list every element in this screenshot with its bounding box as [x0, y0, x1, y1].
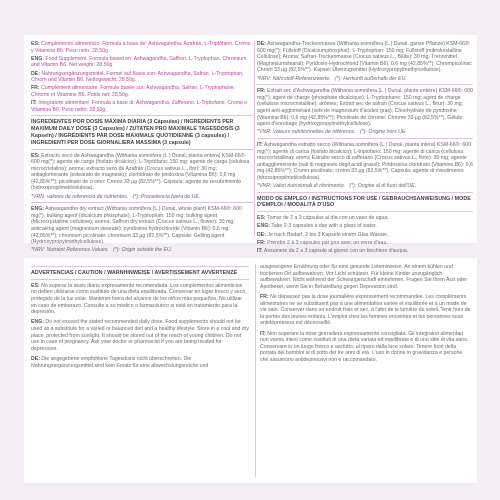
- ingredients-panel: [24, 35, 477, 254]
- warning-de: DE: Die angegebene empfohlene Tagesdosis nicht überschreiten. Die Nahrungsergänzungsmittel sind kein Ersatz für eine abwechslungsreiche und: [31, 355, 209, 369]
- warnings-left-column: [31, 258, 249, 483]
- ingredients-right-column: [257, 35, 473, 254]
- description-fr: FR: Complément alimentaire. Formule basée sur: Ashwagandha, Safran, L-Tryptophane, Chrome et Vitamine B6. Poids net: 28,50g.: [31, 85, 235, 98]
- warnings-heading: ADVERTENCIAS / CAUTION / WARNHINWEISE / AVERTISSEMENT AVVERTENZE: [31, 270, 238, 276]
- ingredients-eng-notes: *NRV: Nutrient Reference Values. (*): Origin outside the EU.: [31, 247, 173, 254]
- usage-heading: MODO DE EMPLEO / INSTRUCTIONS FOR USE / GEBRAUCHSANWEISUNG / MODE D'EMPLOI / MODALITÀ D'USO: [257, 195, 471, 209]
- ingredients-it-notes: *VNR: Valori nutrizionali di riferimento. (*): Origine al di fuori dell'UE.: [257, 183, 417, 190]
- usage-es: ES: Tomar de 2 a 3 cápsulas al día con un vaso de agua.: [257, 215, 389, 222]
- description-de: DE: Nahrungsergänzungsmittel. Formel auf Basis von: Ashwagandha, Safran, L-Tryptophan, Chrom und Vitamin B6. Nettogewicht: 28,50g.: [31, 70, 244, 84]
- ingredients-heading: INGREDIENTES POR DOSIS MÁXIMA DIARIA (3 Cápsulas) / INGREDIENTS PER MAXIMUM DAILY DOSE (3 Capsules) / ZUTATEN PRO MAXIMALE TAGESDOSIS (3 Kapseln) / INGRÉDIENTS PAR DOSE MAXIMALE QUOTIDIENNE (3 capsules) / INGREDIENTI PER DOSE GIORNALIERA MASSIMA (3 capsule): [31, 119, 240, 146]
- ingredients-de: DE: Ashwagandha-Trockenmasse (Withania somnifera (L.) Dunal, ganze Pflanze) KSM-66®: 600 mg(*); Füllstoff (Dicalciumphosphat); L-Tryptophan: 150 mg; Füllstoff (mikrokristalline Cellulose); Aroma; Safran-Trockenmasse (Crocus sativus L., Blüte): 30 mg; Trennmittel (Magnesiumstearat); Pyridoxin-Hydrochlorid (Vitamin B6): 0,6 mg (42,85%**); Chrompicolinat: Chrom 33 µg (82,5%**). Kapsel: Überzugsmittel (Hydroxypropylmethylcellulose).: [257, 41, 473, 74]
- divider: [31, 115, 253, 116]
- usage-it: IT: Assumere da 2 a 3 capsule al giorno con un bicchiere d'acqua.: [257, 248, 409, 254]
- divider: [31, 266, 249, 267]
- warnings-right-column: [260, 258, 472, 483]
- divider: [257, 138, 473, 139]
- usage-eng: ENG: Take 2-3 capsules a day with a glass of water.: [257, 223, 377, 230]
- ingredients-fr: FR: Extrait sec d'Ashwagandha (Withania somnifera (L.) Dunal, plante entière) KSM-66®: 600 mg(*); agent de charge (phosphate dicalcique); L-Tryptophane: 150 mg; agent de charge (cellulose microcristalline); arômes; Extrait sec de safran (Crocus sativus L., fleur): 30 mg; agent anti-agglomérant (sels de magnésium d'acides gras); Chlorhydrate de pyridoxine (Vitamine B6): 0,6 mg (42,85%**); Picolinate de chrome: Chrome 33 µg (82,5%**). Gélule: agent d'enrobage (hydroxypropylméthylcellulose).: [257, 88, 473, 128]
- ingredients-es-notes: *VRN: valores de referencia de nutrientes. (*): Procedencia fuera de UE.: [31, 193, 201, 200]
- usage-de: DE: Je nach Bedarf, 2 bis 3 Kapseln einem Glas Wasser.: [257, 231, 389, 238]
- divider: [31, 149, 253, 150]
- divider: [257, 192, 473, 193]
- description-es: ES: Complemento alimenticio. Fórmula a base de: Ashwagandha, Azafrán, L-Triptófano, Cromo y Vitamina B6. Peso neto: 28,50g.: [31, 41, 251, 54]
- divider: [257, 84, 473, 85]
- ingredients-fr-notes: *VNR: Valeurs nutritionnelles de référence. (*): Origine hors UE.: [257, 129, 407, 136]
- divider: [31, 279, 249, 280]
- column-divider: [254, 41, 255, 237]
- ingredients-left-column: [31, 35, 253, 254]
- ingredients-eng: ENG: Ashwagandha dry extract (Withania somnifera (L.) Dunal, whole plant) KSM-66®: 600 mg(*); bulking agent (dicalcium phosphate); L-Tryptophan: 150 mg; bulking agent (Microcrystalline cellulose); aroma; Saffron dry extract (Crocus sativus L., flower): 30 mg; anticaking agent (magnesium stearate); pyridoxine hydrochloride (Vitamin B6): 0,6 mg (42,85%**); chromium picolinate: chromium 33 µg (82,5%**). Capsule: Gelling agent (Hydroxypropylmethylcellulose).: [31, 206, 242, 246]
- warning-fr: FR: Ne dépassez pas la dose journalière expressément recommandée. Les compléments alimentaires ne se substituent pas à une alimentation variée et équilibrée et à un mode de vie sain. Conserver dans un endroit frais et sec, à l'abri de la lumière du soleil. Tenir hors de la portée des jeunes enfants. L'emploi chez les femmes enceintes et les personnes sous antidépresseur est déconseillé.: [260, 293, 471, 327]
- description-eng: ENG: Food Supplement. Formula based on: Ashwagandha, Saffron, L-Tryptophan, Chromium and Vitamin B6. Net weight: 28,50g.: [31, 55, 247, 69]
- ingredients-de-notes: *NRV: Nährstoff-Referenzwerte. (*): Herkunft außerhalb der EU.: [257, 75, 407, 82]
- warning-it: IT: Non superare la dose giornaliera espressamente consigliata. Gli integratori alimentari non vanno intesi come sostituti di una dieta variata ed equilibrata e di uno stile di vita sano. Conservare in un luogo fresco e asciutto, al riparo dalla luce solare. Tenere fuori della portata dei bambini al di sotto dei tre anni di età. L'uso in donne in gravidanza e persone che assumono antidepressivi non è raccomandato.: [260, 330, 469, 363]
- description-it: IT: Integratore alimentare. Formula a base di: Ashwagandha, Zafferano, L-Triptofano, Cromo e Vitamina B6. Peso netto: 28,50g.: [31, 100, 248, 113]
- ingredients-es: ES: Extracto seco de Ashwagandha (Withania somnifera (L.) Dunal, planta entera) KSM-66®: 600 mg(*); agente de carga (fosfato dicálcico); L-Triptófano: 150 mg; agente de carga (celulosa microcristalina); aroma; extracto seco de Azafrán (Crocus sativus L., flor): 30 mg; antiaglomerante (estearato de magnesio); clorhidrato de piridoxina (Vitamina B6): 0,6 mg (42,85%**); picolinato de cromo: Cromo 33 µg (82,5%**). Cápsula: agente de recubrimiento (hidroxipropilmetilcelulosa).: [31, 152, 250, 192]
- column-divider: [255, 264, 256, 477]
- warning-eng: ENG: Do not exceed the stated recommended daily dose. Food supplements should not be used as a substitute for a varied or balanced diet and a healthy lifestyle. Store in a cool and dry place, protected from sunlight. It should be stored out of the reach of young children. Do not use in case of pregnancy. Ask your doctor or pharmacist if you are being treated for depression.: [31, 319, 250, 352]
- divider: [31, 202, 253, 203]
- ingredients-it: IT: Ashwagandha estratto secco (Withania somnifera (L.) Dunal, pianta intera) KSM-66®: 600 mg(*); agente di carica (fosfato bicalcico); L-triptofano: 150 mg; agente di carica (cellulosa microcristallina); aromi; Estratto secco di zafferano (Crocus sativus L., fiore): 30 mg; agente antiagglomerante (sali di magnesio degli acidi grassi); Piridossina cloridrato (Vitamina B6): 0,6 mg (42,85%**); Cromo picolinato: cromo 33 µg (82,5%**). Capsula: agente di rivestimento (idrossipropilmetilcellulosa).: [257, 141, 473, 181]
- divider: [257, 211, 473, 212]
- warning-es: ES: No superar la dosis diaria expresamente recomendada. Los complementos alimenticios no deben utilizarse como sustituto de una dieta equilibrada. Conservar en lugar fresco y seco, protegido de la luz solar. Mantener fuera del alcance de los niños más pequeños. No utilizar en caso de embarazo. Consulte a su médico o farmacéutico si está en tratamiento para la depresión.: [31, 282, 247, 316]
- warnings-panel: [24, 258, 477, 483]
- warning-de-continued: ausgewogene Ernährung oder für eine gesunde Lebensweise. An einem kühlen und trockenen Ort aufbewahren. Vor Licht schützen. Für kleine Kinder unzugänglich aufbewahren. Nicht während der Schwangerschaft einnehmen. Fragen Sie Ihren Arzt oder Apotheker, wenn Sie in Behandlung gegen Depression sind.: [260, 264, 468, 290]
- usage-fr: FR: Prendre 2 à 3 capsules par jour avec un verre d'eau.: [257, 239, 388, 246]
